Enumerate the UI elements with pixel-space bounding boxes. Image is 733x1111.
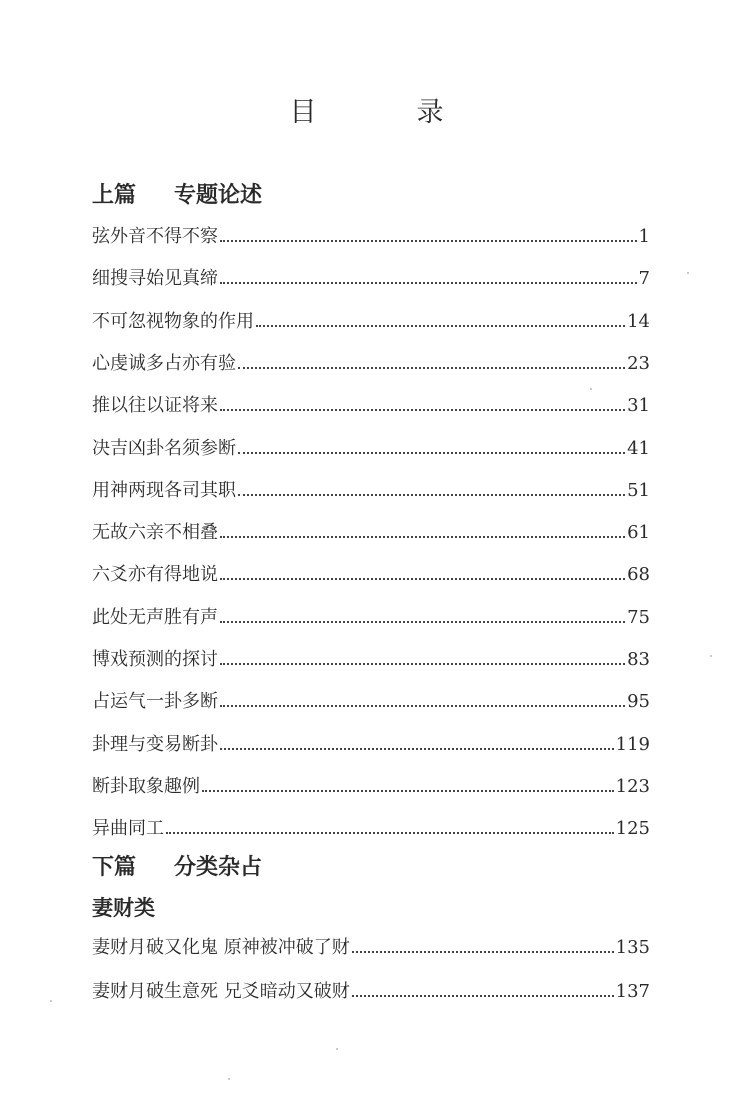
entry-page-number: 23 [627, 352, 650, 374]
part-label: 下篇 [92, 854, 137, 880]
entry-page-number: 135 [615, 937, 650, 958]
toc-entry[interactable] [92, 645, 650, 671]
entry-title: 异曲同工 [92, 818, 164, 840]
dot-leader [220, 705, 625, 707]
dot-leader [238, 494, 625, 496]
entry-title: 心虔诚多占亦有验 [92, 352, 236, 374]
entry-page-number: 68 [627, 564, 650, 586]
dot-leader [220, 409, 625, 411]
dot-leader [220, 621, 625, 623]
part-name: 分类杂占 [174, 854, 263, 880]
entry-page-number: 125 [615, 818, 650, 840]
dot-leader [220, 663, 625, 665]
dot-leader [202, 790, 614, 792]
entry-page-number: 14 [627, 310, 650, 332]
entry-title: 不可忽视物象的作用 [92, 310, 254, 332]
dot-leader [256, 325, 625, 327]
dot-leader [220, 240, 637, 242]
entry-page-number: 95 [627, 691, 650, 713]
entry-title: 博戏预测的探讨 [92, 649, 218, 670]
dot-leader [220, 748, 614, 750]
toc-entry[interactable] [92, 434, 650, 460]
toc-entry[interactable] [92, 977, 650, 1003]
dot-leader [220, 536, 625, 538]
dot-leader [352, 951, 614, 953]
entry-title: 细搜寻始见真缔 [92, 268, 218, 290]
part-label: 上篇 [92, 182, 137, 208]
dot-leader [238, 452, 625, 454]
entry-title: 妻财月破又化鬼 原神被冲破了财 [92, 937, 350, 958]
dot-leader [220, 282, 637, 284]
toc-entry[interactable] [92, 518, 650, 544]
toc-entry[interactable] [92, 687, 650, 713]
dot-leader [166, 832, 614, 834]
entry-title: 决吉凶卦名须参断 [92, 437, 236, 459]
entry-title: 弦外音不得不察 [92, 226, 218, 247]
entry-page-number: 123 [615, 775, 650, 797]
entry-page-number: 61 [627, 522, 650, 544]
entry-page-number: 31 [627, 395, 650, 417]
entry-title: 妻财月破生意死 兄爻暗动又破财 [92, 981, 350, 1002]
toc-entry[interactable] [92, 772, 650, 798]
entry-title: 占运气一卦多断 [92, 691, 218, 713]
toc-entry[interactable] [92, 391, 650, 417]
entry-page-number: 1 [638, 226, 650, 247]
toc-entry[interactable] [92, 476, 650, 502]
entry-title: 卦理与变易断卦 [92, 733, 218, 755]
toc-entry[interactable] [92, 222, 650, 248]
dot-leader [238, 367, 625, 369]
entry-page-number: 83 [627, 649, 650, 670]
toc-entry[interactable] [92, 603, 650, 629]
entry-page-number: 51 [627, 479, 650, 501]
toc-entry[interactable] [92, 814, 650, 840]
entry-title: 六爻亦有得地说 [92, 564, 218, 586]
entry-title: 无故六亲不相叠 [92, 522, 218, 544]
toc-entry[interactable] [92, 307, 650, 333]
entry-page-number: 137 [615, 981, 650, 1002]
title-char-1: 目 [289, 97, 317, 128]
dot-leader [352, 995, 614, 997]
entry-page-number: 41 [627, 437, 650, 459]
part-heading-1 [92, 178, 262, 209]
entry-page-number: 75 [627, 606, 650, 628]
toc-entry[interactable] [92, 933, 650, 959]
toc-entry[interactable] [92, 264, 650, 290]
entry-title: 用神两现各司其职 [92, 479, 236, 501]
page-title [0, 90, 733, 129]
entry-title: 推以往以证将来 [92, 395, 218, 417]
entry-title: 断卦取象趣例 [92, 775, 200, 797]
entry-title: 此处无声胜有声 [92, 606, 218, 628]
entry-page-number: 119 [615, 733, 650, 755]
dot-leader [220, 578, 625, 580]
category-heading: 妻财类 [92, 895, 155, 920]
part-heading-2 [92, 850, 262, 881]
toc-entry[interactable] [92, 560, 650, 586]
toc-entry[interactable] [92, 349, 650, 375]
toc-entry[interactable] [92, 730, 650, 756]
part-name: 专题论述 [174, 182, 263, 208]
title-char-2: 录 [416, 97, 444, 128]
entry-page-number: 7 [638, 268, 650, 290]
